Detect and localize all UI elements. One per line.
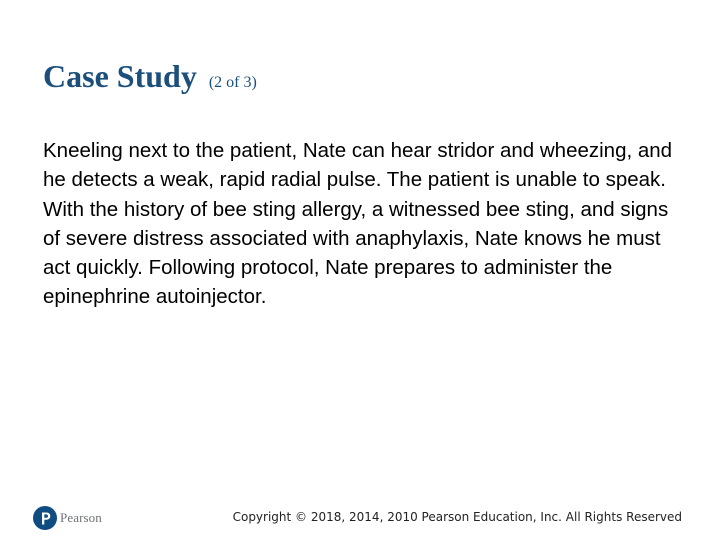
- slide-body-text: Kneeling next to the patient, Nate can hear stridor and wheezing, and he detects a weak, rapid radial pulse. The patient is unable to speak. With the history of bee sting allergy, a witnessed bee sting, and signs of severe distress associated with anaphylaxis, Nate knows he must act quickly. Following protocol, Nate prepares to administer the epinephrine autoinjector.: [43, 139, 673, 309]
- title-page-indicator: (2 of 3): [208, 74, 257, 91]
- title-main: Case Study: [43, 58, 197, 94]
- slide-title: [43, 58, 257, 95]
- pearson-logo-text: Pearson: [60, 510, 102, 525]
- pearson-logo-icon: [33, 506, 57, 530]
- copyright-notice: Copyright © 2018, 2014, 2010 Pearson Education, Inc. All Rights Reserved: [232, 510, 682, 524]
- pearson-logo: [33, 506, 102, 530]
